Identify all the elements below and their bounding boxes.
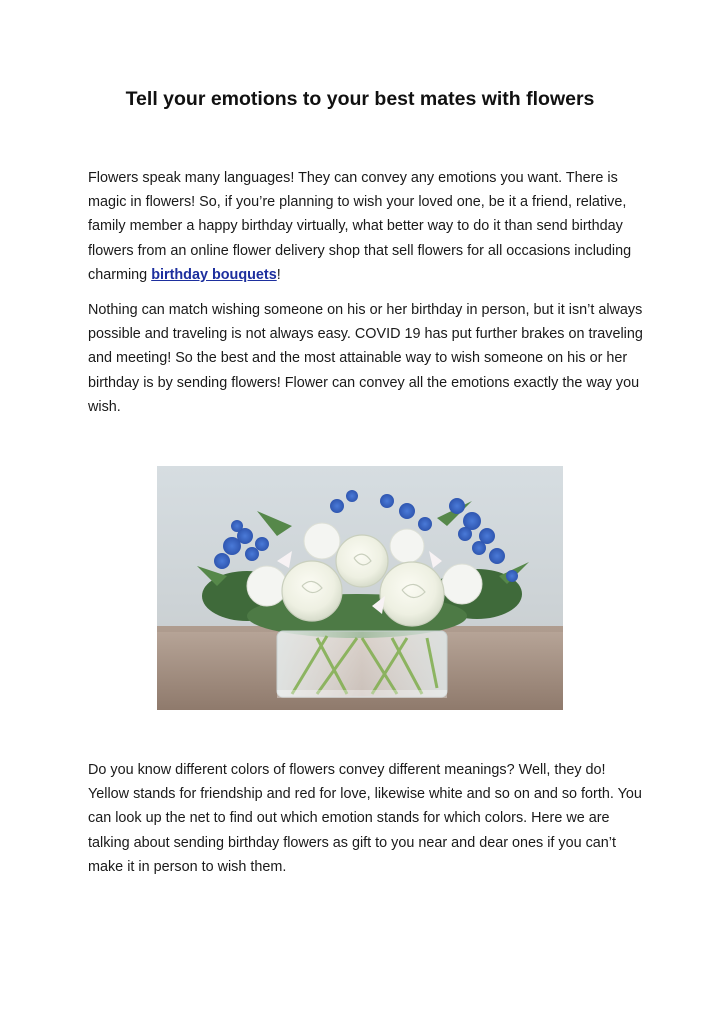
page-title: Tell your emotions to your best mates with flowers: [125, 88, 595, 110]
flower-bouquet-image: [157, 466, 563, 710]
paragraph-colors: Do you know different colors of flowers convey different meanings? Well, they do! Yellow stands for friendship and red for love, likewise white and so on and so forth. You can look up the net to find out which emotion stands for which colors. Here we are talking about sending birthday flowers as gift to you near and dear ones if you can’t make it in person to wish them.: [88, 762, 642, 875]
paragraph-intro-text: Flowers speak many languages! They can convey any emotions you want. There is magic in flowers! So, if you’re planning to wish your loved one, be it a friend, relative, family member a happy birthday virtually, what better way to do it than send birthday flowers from an online flower delivery shop that sell flowers for all occasions including charming: [88, 170, 632, 283]
paragraph-covid: Nothing can match wishing someone on his or her birthday in person, but it isn’t always possible and traveling is not always easy. COVID 19 has put further brakes on traveling and meeting! So the best and the most attainable way to wish someone on his or her birthday is by sending flowers! Flower can convey all the emotions exactly the way you wish.: [88, 302, 643, 415]
paragraph-intro: [88, 166, 648, 287]
paragraph-intro-end: !: [276, 266, 281, 283]
birthday-bouquets-link[interactable]: birthday bouquets: [151, 266, 277, 283]
